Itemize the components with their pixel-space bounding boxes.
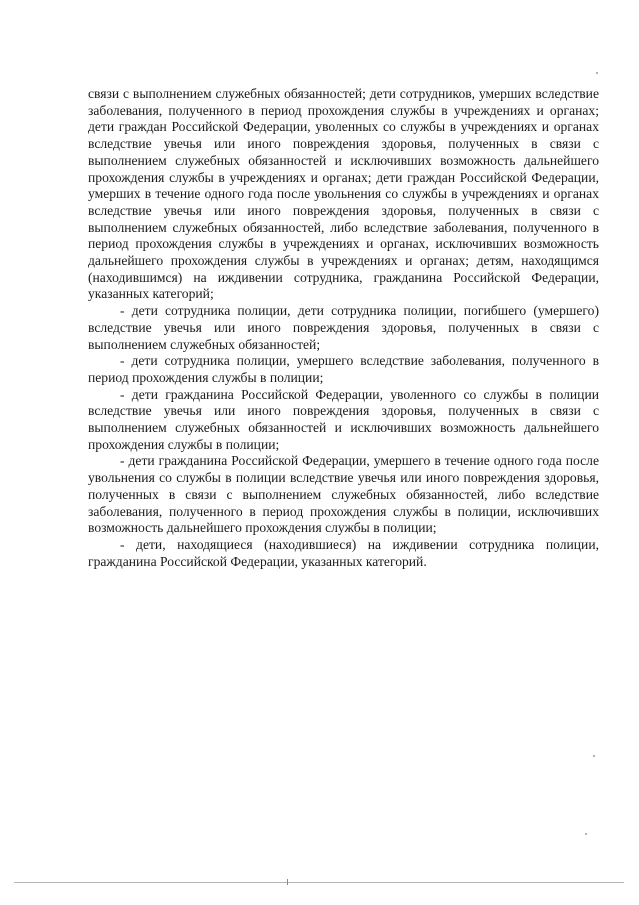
scan-speck [585, 833, 587, 835]
document-body [88, 86, 599, 570]
scan-speck [596, 72, 598, 74]
scan-speck [593, 755, 595, 757]
list-item-dependents: - дети, находящиеся (находившиеся) на иждивении сотрудника полиции, гражданина Российской Федерации, указанных категорий. [88, 536, 599, 569]
list-item-illness-death: - дети сотрудника полиции, умершего вследствие заболевания, полученного в период прохождения службы в полиции; [88, 353, 599, 385]
list-item-died-after-dismissal: - дети гражданина Российской Федерации, умершего в течение одного года после увольнения со службы в полиции вследствие увечья или иного повреждения здоровья, полученных в связи с выполнением служебных обязанностей, либо вследствие заболевания, полученного в период прохождения службы в полиции, исключивших возможность дальнейшего прохождения службы в полиции; [88, 453, 599, 536]
list-item-dismissed-injury: - дети гражданина Российской Федерации, уволенного со службы в полиции вследствие увечья или иного повреждения здоровья, полученных в связи с выполнением служебных обязанностей и исключивших возможность дальнейшего прохождения службы в полиции; [88, 386, 599, 452]
list-item-police-children: - дети сотрудника полиции, дети сотрудника полиции, погибшего (умершего) вследствие увечья или иного повреждения здоровья, полученных в связи с выполнением служебных обязанностей; [88, 303, 599, 352]
page-bottom-rule [14, 882, 624, 883]
page-bottom-tick [287, 879, 288, 885]
paragraph-continuation: связи с выполнением служебных обязанностей; дети сотрудников, умерших вследствие заболевания, полученного в период прохождения службы в учреждениях и органах; дети граждан Российской Федерации, уволенных со службы в учреждениях и органах вследствие увечья или иного повреждения здоровья, полученных в связи с выполнением служебных обязанностей и исключивших возможность дальнейшего прохождения службы в учреждениях и органах; дети граждан Российской Федерации, умерших в течение одного года после увольнения со службы в учреждениях и органах вследствие увечья или иного повреждения здоровья, полученных в связи с выполнением служебных обязанностей, либо вследствие заболевания, полученного в период прохождения службы в учреждениях и органах, исключивших возможность дальнейшего прохождения службы в учреждениях и органах; детям, находящимся (находившимся) на иждивении сотрудника, гражданина Российской Федерации, указанных категорий; [88, 86, 599, 302]
